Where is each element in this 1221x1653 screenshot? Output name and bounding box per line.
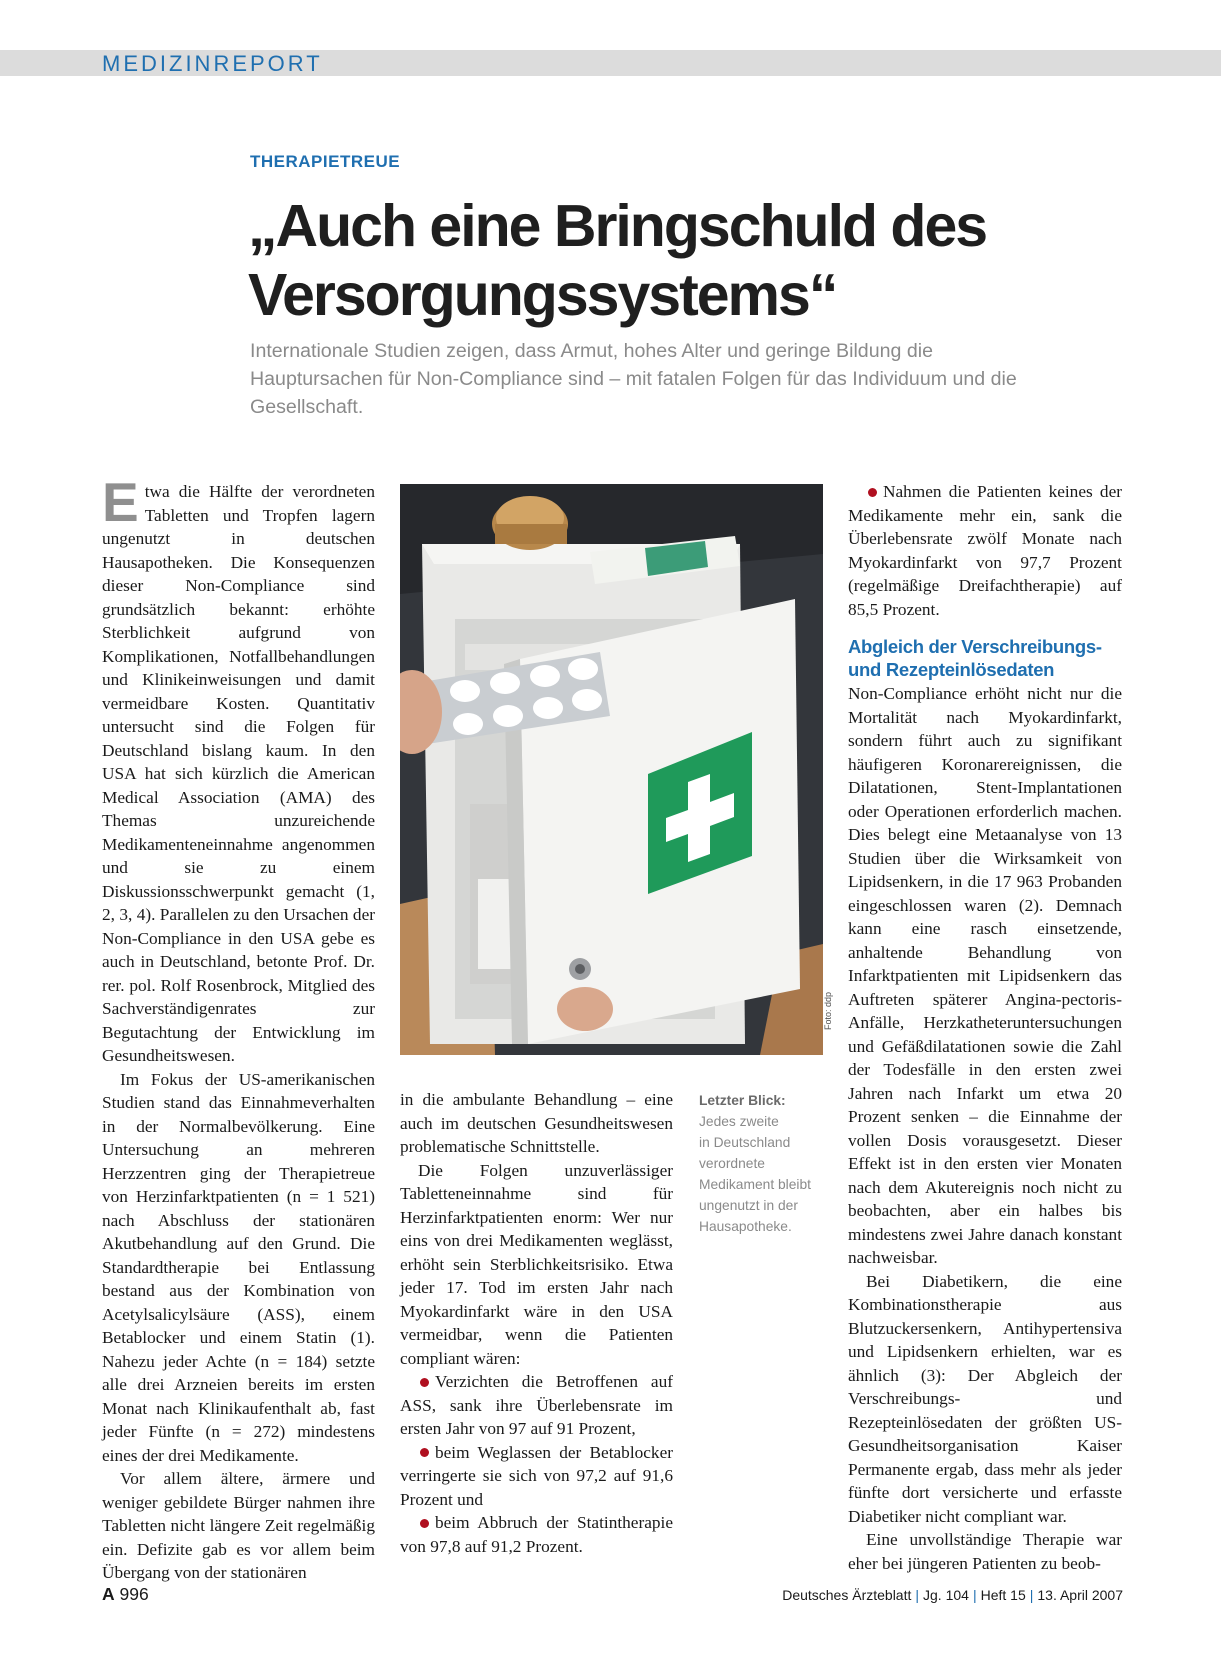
journal-name: Deutsches Ärzteblatt — [782, 1587, 912, 1603]
paragraph: Vor allem ältere, ärmere und weniger gebildete Bürger nahmen ihre Tabletten nicht längere Zeit regelmäßig ein. Defizite gab es vor allem beim Übergang von der stationären — [102, 1469, 375, 1582]
paragraph: Die Folgen unzuverlässiger Tabletteneinnahme sind für Herzinfarktpatienten enorm: Wer nur eins von drei Medikamenten weglässt, erhöht sein Sterblichkeitsrisiko. Etwa jeder 17. Tod im ersten Jahr nach Myokardinfarkt wäre in den USA vermeidbar, wenn die Patienten compliant wären: — [400, 1160, 673, 1368]
bullet-dot-icon — [420, 1519, 429, 1528]
caption-line: Medikament bleibt — [699, 1177, 811, 1192]
bullet-text: beim Weglassen der Betablocker verringerte sie sich von 97,2 auf 91,6 Prozent und — [400, 1442, 673, 1509]
bullet-text: Verzichten die Betroffenen auf ASS, sank ihre Überlebensrate im ersten Jahr von 97 auf 91 Prozent, — [400, 1372, 673, 1438]
bullet-text: Nahmen die Patienten keines der Medikamente mehr ein, sank die Überlebensrate zwölf Monate nach Myokardinfarkt von 97,7 Prozent (regelmäßige Dreifachtherapie) auf 85,5 Prozent. — [848, 482, 1122, 619]
bullet-text: beim Abbruch der Statintherapie von 97,8 auf 91,2 Prozent. — [400, 1513, 673, 1556]
photo-credit: Foto: ddp — [823, 991, 833, 1030]
caption-line: Hausapotheke. — [699, 1219, 792, 1234]
headline-line-2: Versorgungssystems“ — [248, 262, 837, 328]
headline — [248, 192, 1048, 330]
lede: Internationale Studien zeigen, dass Armut, hohes Alter und geringe Bildung die Hauptursachen für Non-Compliance sind – mit fatalen Folgen für das Individuum und die Gesellschaft. — [250, 340, 1017, 418]
separator: | — [972, 1587, 977, 1603]
bullet-dot-icon — [420, 1448, 429, 1457]
journal-volume: Jg. 104 — [923, 1587, 969, 1603]
paragraph: Non-Compliance erhöht nicht nur die Mortalität nach Myokardinfarkt, sondern führt auch zu signifikant häufigeren Koronarereignissen, die Dilatationen, Stent-Implantationen oder Operationen erforderlich machen. Dies belegt eine Metaanalyse von 13 Studien über die Wirksamkeit von Lipidsenkern, in die 17 963 Probanden eingeschlossen waren (2). Demnach kann eine rasch einsetzende, anhaltende Behandlung von Infarktpatienten mit Lipidsenkern das Auftreten späterer Angina-pectoris-Anfälle, Herzkatheteruntersuchungen und Gefäßdilatationen sowie die Zahl der Todesfälle in den ersten zwei Jahren nach Infarkt um etwa 20 Prozent senken – die Einnahme der vollen Dosis vorausgesetzt. Dieser Effekt ist in den ersten vier Monaten nach dem Akutereignis noch nicht zu beobachten, aber ein halbes bis mindestens zwei Jahre danach konstant nachweisbar. — [848, 684, 1122, 1267]
photo-medicine-cabinet — [400, 484, 823, 1055]
page-number — [102, 1584, 149, 1605]
bullet-dot-icon — [868, 488, 877, 497]
bullet-item — [400, 1511, 673, 1558]
caption-line: in Deutschland — [699, 1135, 791, 1150]
caption-title: Letzter Blick: — [699, 1093, 786, 1108]
bullet-item — [400, 1441, 673, 1512]
separator: | — [915, 1587, 920, 1603]
bullet-dot-icon — [420, 1378, 429, 1387]
medicine-cabinet-illustration — [400, 484, 823, 1055]
subheading: Abgleich der Verschreibungs- und Rezepteinlösedaten — [848, 636, 1102, 680]
page-prefix: A — [102, 1584, 115, 1604]
paragraph: Eine unvollständige Therapie war eher bei jüngeren Patienten zu beob- — [848, 1530, 1122, 1573]
caption-line: verordnete — [699, 1156, 765, 1171]
page-number-value: 996 — [119, 1584, 149, 1604]
journal-date: 13. April 2007 — [1037, 1587, 1123, 1603]
dropcap: E — [102, 471, 139, 533]
separator: | — [1029, 1587, 1034, 1603]
paragraph — [102, 471, 375, 1068]
caption-line: ungenutzt in der — [699, 1198, 798, 1213]
article-column-3 — [848, 480, 1122, 1575]
paragraph: Im Fokus der US-amerikanischen Studien stand das Einnahmeverhalten in der Normalbevölkerung. Eine Untersuchung an mehreren Herzzentren ging der Therapietreue von Herzinfarktpatienten (n = 1 521) nach Abschluss der stationären Akutbehandlung auf den Grund. Die Standardtherapie bei Entlassung bestand aus der Kombination von Acetylsalicylsäure (ASS), einem Betablocker und einem Statin (1). Nahezu jeder Achte (n = 184) setzte alle drei Arzneien bereits im ersten Monat nach Klinikaufenthalt ab, fast jeder Fünfte (n = 272) mindestens eines der drei Medikamente. — [102, 1069, 375, 1465]
bullet-item — [848, 480, 1122, 621]
bullet-item — [400, 1370, 673, 1441]
journal-reference — [782, 1587, 1123, 1603]
article-column-2 — [400, 1088, 673, 1558]
journal-issue: Heft 15 — [980, 1587, 1026, 1603]
kicker: THERAPIETREUE — [250, 152, 401, 171]
caption-line: Jedes zweite — [699, 1114, 779, 1129]
paragraph: Bei Diabetikern, die eine Kombinationstherapie aus Blutzuckersenkern, Antihypertensiva und Lipidsenkern erhielten, war es ähnlich (3): Der Abgleich der Verschreibungs- und Rezepteinlösedaten der größten US-Gesundheitsorganisation Kaiser Permanente ergab, dass mehr als jeder fünfte dort versicherte und erfasste Diabetiker nicht compliant war. — [848, 1271, 1122, 1526]
article-column-1 — [102, 471, 375, 1585]
headline-line-1: „Auch eine Bringschuld des — [248, 193, 987, 259]
photo-caption — [699, 1090, 824, 1237]
section-label: MEDIZINREPORT — [102, 51, 323, 76]
paragraph-text: twa die Hälfte der verordneten Tabletten und Tropfen lagern ungenutzt in deutschen Hausapotheken. Die Konsequenzen dieser Non-Compliance sind grundsätzlich bekannt: erhöhte Sterblichkeit aufgrund von Komplikationen, Notfallbehandlungen und Klinikeinweisungen und damit vermeidbare Kosten. Quantitativ untersucht sind die Folgen für Deutschland bislang kaum. In den USA hat sich kürzlich die American Medical Association (AMA) des Themas unzureichende Medikamenteneinnahme angenommen und sie zu einem Diskussionsschwerpunkt gemacht (1, 2, 3, 4). Parallelen zu den Ursachen der Non-Compliance in den USA gebe es auch in Deutschland, betonte Prof. Dr. rer. pol. Rolf Rosenbrock, Mitglied des Sachverständigenrates zur Begutachtung der Entwicklung im Gesundheitswesen. — [102, 482, 375, 1065]
paragraph: in die ambulante Behandlung – eine auch im deutschen Gesundheitswesen problematische Schnittstelle. — [400, 1090, 673, 1156]
